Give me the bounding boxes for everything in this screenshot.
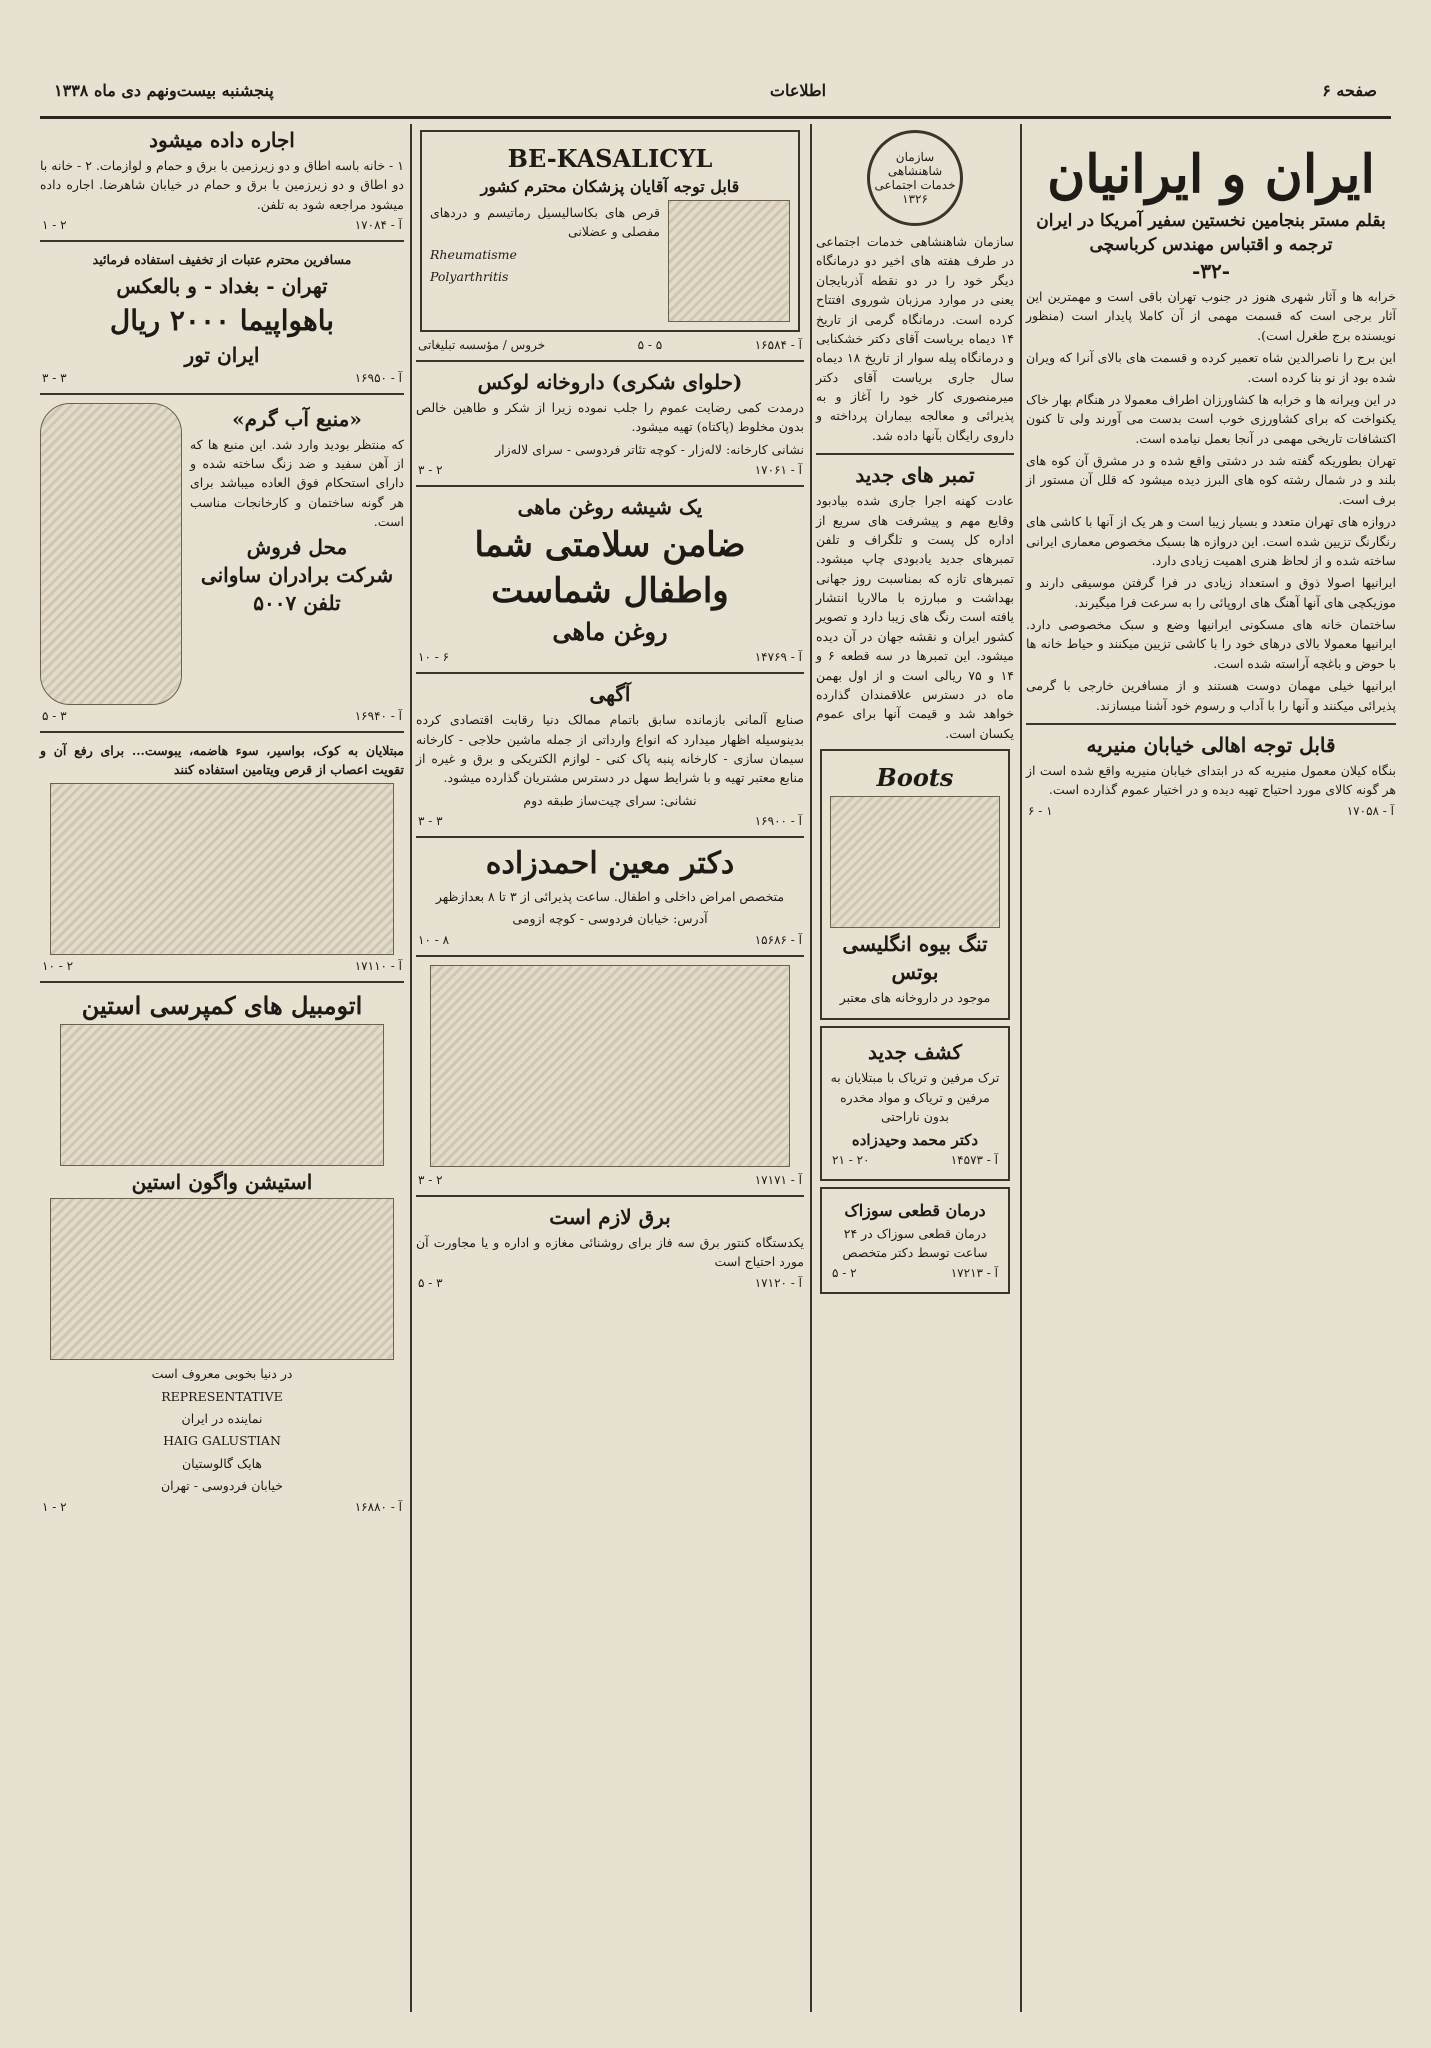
divider bbox=[816, 453, 1014, 455]
article-paragraph: این برج را ناصرالدین شاه تعمیر کرده و قسمت های بالای آنرا که ویران شده بود از نو بنا کرده است. bbox=[1026, 350, 1396, 385]
doctor-name: دکتر معین احمدزاده bbox=[485, 846, 735, 881]
ad-reference: آ - ۱۷۰۵۸ ۱ - ۶ bbox=[1028, 803, 1394, 818]
article-subtitle: بقلم مستر بنجامین نخستین سفیر آمریکا در ایران bbox=[1036, 211, 1386, 231]
ad-reference: آ - ۱۷۰۶۱ ۲ - ۳ bbox=[418, 463, 802, 478]
issue-date: پنجشنبه بیست‌ونهم دی ماه ۱۳۳۸ bbox=[54, 80, 274, 100]
boiler-text: که منتظر بودید وارد شد. این منبع ها که از آهن سفید و ضد زنگ ساخته شده و دارای استحکام فوق العاده میباشد برای هر گونه ساختمان و کارخانجات مناسب است. bbox=[190, 436, 404, 529]
ads-column bbox=[416, 124, 804, 1294]
boots-line: بوتس bbox=[891, 960, 939, 984]
boiler-phone: تلفن ۵۰۰۷ bbox=[253, 591, 341, 616]
article-paragraph: خرابه ها و آثار شهری هنوز در جنوب تهران باقی است و مهمترین این آثار برجی است که قسمت مهمی از آن کاملا پایدار است (منظور نویسنده برج طغرل است). bbox=[1026, 289, 1396, 343]
divider bbox=[416, 836, 804, 838]
notice-text: صنایع آلمانی بازمانده سابق باتمام ممالک دنیا رقابت اقتصادی کرده بدینوسیله اظهار میدارد که انواع وارداتی از جمله ماشین حلاجی - کارخانه سیمان سازی - کارخانه پنبه پاک کنی - لوازم الکتریکی و برق و غیره از منابع معتبر تهیه و با شرایط سهل در دسترس مشتریان گذارده میشود. bbox=[416, 712, 804, 786]
article-paragraph: دروازه های تهران متعدد و بسیار زیبا است و هر یک از آنها با کاشی های رنگارنگ تزیین شده است. این دروازه ها بسبک مخصوص معماری ایرانی ساخته شده و از لحاظ هنری اهمیت زیادی دارد. bbox=[1026, 514, 1396, 568]
article-title: ایران و ایرانیان bbox=[1047, 144, 1375, 205]
ad-reference: آ - ۱۶۹۰۰ ۳ - ۳ bbox=[418, 814, 802, 828]
ad-reference: آ - ۱۶۸۸۰ ۲ - ۱ bbox=[42, 1499, 402, 1514]
austin-line: نماینده در ایران bbox=[181, 1411, 263, 1426]
travel-line: باهواپیما ۲۰۰۰ ریال bbox=[109, 303, 335, 337]
rehab-doctor: دکتر محمد وحیدزاده bbox=[851, 1130, 979, 1149]
fish-oil-line: یک شیشه روغن ماهی bbox=[517, 495, 703, 520]
ad-title: قابل توجه آقایان پزشکان محترم کشور bbox=[480, 177, 740, 196]
boots-brand: Boots bbox=[876, 763, 954, 792]
electricity-text: یکدستگاه کنتور برق سه فاز برای روشنائی مغازه و اداره و یا مجاورت آن مورد احتیاج است bbox=[416, 1234, 804, 1270]
austin-line: خیابان فردوسی - تهران bbox=[160, 1478, 284, 1494]
rehab-text: ترک مرفین و تریاک با مبتلایان به مرفین و تریاک و مواد مخدره بدون ناراحتی bbox=[830, 1070, 1000, 1125]
divider bbox=[40, 393, 404, 395]
doctor-address: آدرس: خیابان فردوسی - کوچه ازومی bbox=[512, 911, 708, 927]
travel-line: مسافرین محترم عتبات از تخفیف استفاده فرمائید bbox=[92, 252, 352, 268]
stamps-text: عادت کهنه اجرا جاری شده بیادبود وقایع مهم و پیشرفت های سریع از اداره کل پست و تلگراف و تلفن تمبرهای جدید یادبودی چاپ میشود. تمبرهای تازه که بمناسبت روز جهانی بهداشت و مبارزه با مالاریا انتشار یافته است رنگ های زیبا دارد و تصویر کشور ایران و نقشه جهان در آن دیده میشود. این تمبرها در سه قطعه ۶ و ۱۴ و ۷۵ ریالی است و از اول بهمن ماه در دسترس علاقمندان گذارده خواهد شد و قیمت آنها برای عموم یکسان است. bbox=[816, 493, 1015, 741]
article-paragraph: تهران بطوریکه گفته شد در دشتی واقع شده و در مشرق آن کوه های بلند و در شمال رشته کوه های البرز دیده میشود که قلل آن مستور از برف است. bbox=[1026, 453, 1396, 507]
ad-reference: آ - ۱۷۱۱۰ ۲ - ۱۰ bbox=[42, 959, 402, 974]
rent-text: ۱ - خانه باسه اطاق و دو زیرزمین با برق و حمام و لوازمات. ۲ - خانه با دو اطاق و دو زیرزمین با برق و حمام در خیابان شاهرضا. اجاره داده میشود مراجعه شود به تلفن. bbox=[40, 158, 404, 212]
ad-reference: آ - ۱۷۰۸۴ ۲ - ۱ bbox=[42, 218, 402, 233]
rehab-title: کشف جدید bbox=[868, 1040, 962, 1065]
divider bbox=[1026, 723, 1396, 725]
ad-reference: آ - ۱۴۵۷۳ ۲۰ - ۲۱ bbox=[832, 1152, 998, 1167]
divider bbox=[416, 955, 804, 957]
ad-illustration bbox=[668, 200, 790, 322]
ad-text: قرص های بکاسالیسیل رماتیسم و دردهای مفصلی و عضلانی bbox=[430, 205, 660, 240]
divider bbox=[40, 731, 404, 733]
column-rule bbox=[410, 124, 412, 2012]
halva-text: درمدت کمی رضایت عموم را جلب نموده زیرا از شکر و طاهین خالص بدون مخلوط (پاکتاه) تهیه میشود. bbox=[416, 400, 804, 435]
ad-reference: آ - ۱۶۵۸۴ ۵ - ۵ خروس / مؤسسه تبلیغاتی bbox=[418, 338, 802, 352]
boots-line: تنگ بیوه انگلیسی bbox=[842, 932, 988, 956]
divider bbox=[416, 360, 804, 362]
column-rule bbox=[810, 124, 812, 2012]
water-tank-illustration bbox=[40, 403, 182, 705]
rehab-ad bbox=[820, 1026, 1010, 1180]
clinic-text: درمان قطعی سوزاک در ۲۴ ساعت توسط دکتر متخصص bbox=[842, 1225, 988, 1260]
fish-oil-ad bbox=[416, 495, 804, 646]
austin-subtitle: استیشن واگون استین bbox=[131, 1170, 313, 1195]
divider bbox=[416, 1195, 804, 1197]
boiler-company: شرکت برادران ساوانی bbox=[200, 563, 394, 588]
notice-title: آگهی bbox=[589, 682, 631, 707]
page-header bbox=[40, 64, 1391, 119]
ad-reference: آ - ۱۵۶۸۶ ۸ - ۱۰ bbox=[418, 932, 802, 947]
electricity-title: برق لازم است bbox=[549, 1204, 671, 1229]
ad-tag: Polyarthritis bbox=[430, 269, 509, 285]
ad-tag: Rheumatisme bbox=[430, 246, 517, 262]
clinic-ad bbox=[820, 1187, 1010, 1295]
boiler-seller: محل فروش bbox=[246, 535, 348, 560]
austin-line: هایک گالوستیان bbox=[181, 1455, 263, 1471]
article-paragraph: در این ویرانه ها و خرابه ها کشاورزان اطراف معمولا در هنگام بهار خاک یکنواخت که برای کشاورزی خوب است بدست می آورند ولی تا کنون اکتشافات تاریخی مهمی در آنجا بعمل نیامده است. bbox=[1026, 391, 1396, 446]
paper-name: اطلاعات bbox=[769, 80, 827, 100]
divider bbox=[416, 672, 804, 674]
van-illustration bbox=[50, 1198, 394, 1360]
travel-line: تهران - بغداد - و بالعکس bbox=[116, 273, 328, 298]
news-column bbox=[816, 124, 1014, 1300]
austin-line: REPRESENTATIVE bbox=[161, 1388, 283, 1404]
ad-reference: آ - ۱۶۹۴۰ ۳ - ۵ bbox=[42, 708, 402, 723]
austin-title: اتومبیل های کمپرسی استین bbox=[81, 991, 363, 1021]
divider bbox=[40, 981, 404, 983]
travel-line: ایران تور bbox=[184, 342, 260, 367]
page-number: صفحه ۶ bbox=[1322, 80, 1377, 100]
halva-address: نشانی کارخانه: لاله‌زار - کوچه تئاتر فردوسی - سرای لاله‌زار bbox=[495, 441, 804, 457]
article-translator: ترجمه و اقتباس مهندس کرباسچی bbox=[1089, 235, 1333, 255]
notice-text: بنگاه کیلان معمول منیریه که در ابتدای خیابان منیریه واقع شده است از هر گونه کالای مورد احتیاج تهیه دیده و در اختیار عموم گذارده است. bbox=[1026, 762, 1396, 798]
article-paragraph: ساختمان خانه های مسکونی ایرانیها وضع و سبک مخصوصی دارد. ایرانیها معمولا بالای درهای خود را با کاشی تزیین میکنند و حیاط خانه ها با حوض و باغچه آراسته شده است. bbox=[1026, 617, 1396, 671]
fish-oil-line: ضامن سلامتی شما bbox=[474, 525, 746, 566]
boots-ad bbox=[820, 749, 1010, 1020]
divider bbox=[40, 240, 404, 242]
austin-line: HAIG GALUSTIAN bbox=[163, 1433, 281, 1449]
halva-title: (حلوای شکری) داروخانه لوکس bbox=[477, 370, 743, 394]
article-column bbox=[1026, 124, 1396, 822]
doctor-text: متخصص امراض داخلی و اطفال. ساعت پذیرائی از ۳ تا ۸ بعدازظهر bbox=[435, 889, 785, 904]
austin-line: در دنیا بخوبی معروف است bbox=[151, 1366, 293, 1382]
news-text: سازمان شاهنشاهی خدمات اجتماعی در طرف هفته های اخیر دو درمانگاه دیگر خود را در دو نقطه آذربایجان یعنی در موارد مرزبان شوروی افتتاح کرده است. درمانگاه گرمی از تاریخ ۱۴ دیماه بریاست آقای دکتر خشکنابی و درمانگاه پیله سوار از تاریخ ۱۸ دیماه سال جاری بریاست آقای دکتر میرمنصوری کار خود را آغاز و به پذیرائی و معالجه بیماران پرداخته و داروی رایگان بآنها داده شد. bbox=[816, 234, 1014, 443]
boots-illustration bbox=[830, 796, 1000, 928]
fish-oil-line: واطفال شماست bbox=[491, 571, 729, 612]
article-paragraph: ایرانیها خیلی مهمان دوست هستند و از مسافرین خارجی با گرمی پذیرائی میکنند و آنها را با آداب و رسوم خود آشنا میسازند. bbox=[1026, 678, 1396, 713]
bathtub-photo bbox=[430, 965, 790, 1167]
boots-line: موجود در داروخانه های معتبر bbox=[839, 990, 991, 1005]
fish-oil-line: روغن ماهی bbox=[552, 617, 668, 647]
ad-reference: آ - ۱۴۷۶۹ ۶ - ۱۰ bbox=[418, 650, 802, 665]
ad-reference: آ - ۱۷۱۷۱ ۲ - ۳ bbox=[418, 1172, 802, 1187]
divider bbox=[416, 485, 804, 487]
ad-reference: آ - ۱۶۹۵۰ ۳ - ۳ bbox=[42, 370, 402, 385]
bekasalicyl-ad bbox=[420, 130, 800, 332]
vitamin-text: مبتلایان به کوک، بواسیر، سوء هاضمه، یبوست... برای رفع آن و تقویت اعصاب از قرص ویتامین استفاده کنند bbox=[40, 742, 404, 777]
stamps-title: تمبر های جدید bbox=[855, 463, 975, 488]
article-part: -۳۲- bbox=[1191, 259, 1231, 283]
column-rule bbox=[1020, 124, 1022, 2012]
ad-reference: آ - ۱۷۲۱۳ ۲ - ۵ bbox=[832, 1266, 998, 1281]
boiler-title: «منبع آب گرم» bbox=[232, 406, 362, 431]
emblem: سازمان شاهنشاهی خدمات اجتماعی ۱۳۲۶ bbox=[867, 130, 963, 226]
truck-illustration bbox=[60, 1024, 384, 1166]
ad-brand: BE-KASALICYL bbox=[507, 144, 713, 173]
clinic-title: درمان قطعی سوزاک bbox=[844, 1200, 986, 1220]
vitamin-illustration bbox=[50, 783, 394, 955]
rent-title: اجاره داده میشود bbox=[149, 128, 295, 152]
ad-reference: آ - ۱۷۱۲۰ ۳ - ۵ bbox=[418, 1275, 802, 1290]
classifieds-column bbox=[40, 124, 404, 1518]
notice-title: قابل توجه اهالی خیابان منیریه bbox=[1086, 732, 1336, 757]
article-paragraph: ایرانیها اصولا ذوق و استعداد زیادی در فرا گرفتن موسیقی دارند و موزیکچی های آنها آهنگ های اروپائی را به سرعت فرا میگیرند. bbox=[1026, 575, 1396, 610]
notice-address: نشانی: سرای چیت‌ساز طبقه دوم bbox=[523, 792, 697, 808]
